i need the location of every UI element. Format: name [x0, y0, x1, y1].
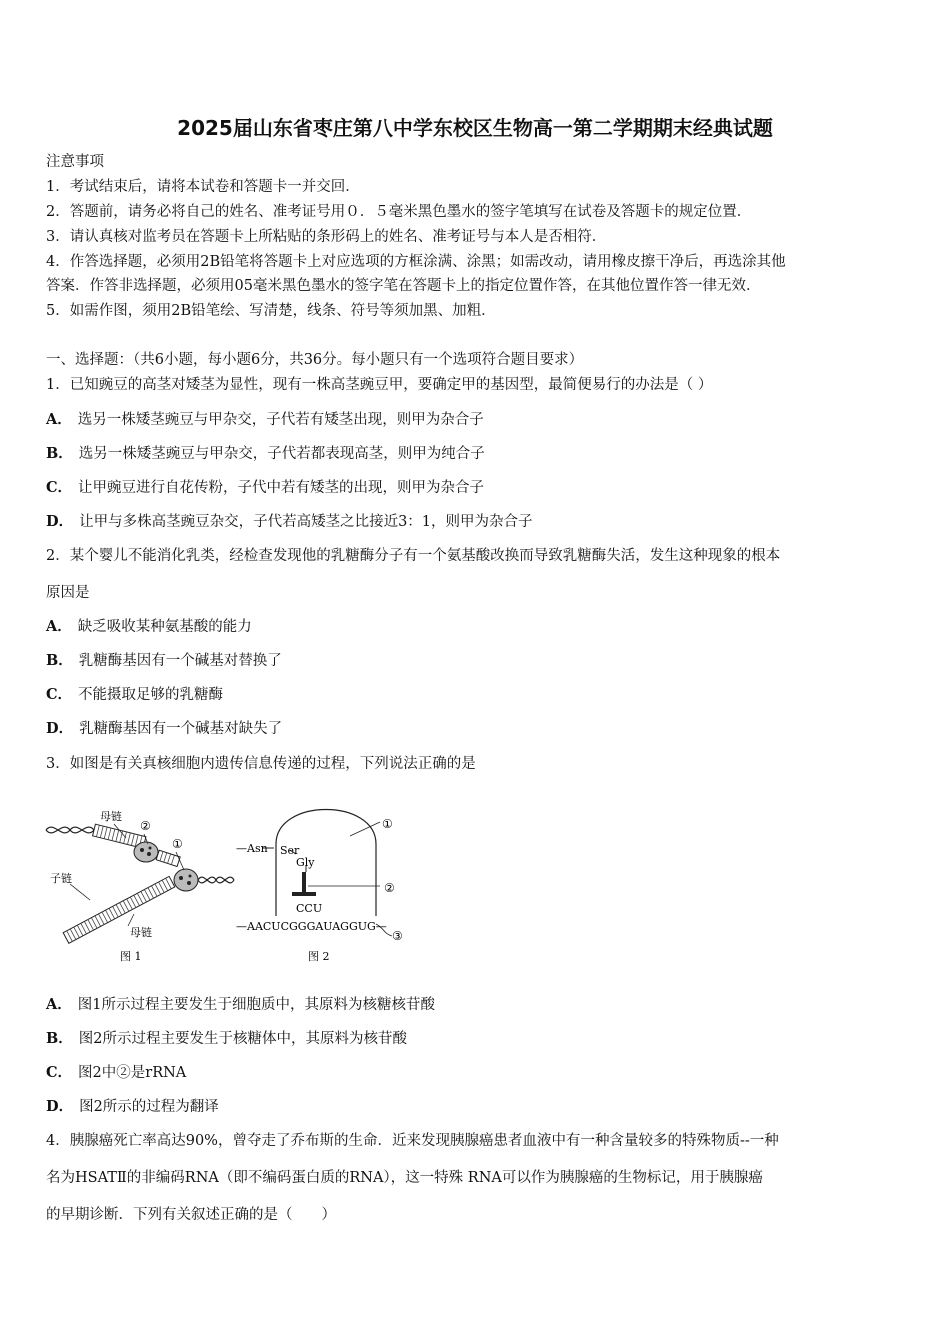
notice-item: 答案．作答非选择题，必须用05毫米黑色墨水的签字笔在答题卡上的指定位置作答，在其他位置作答一律无效．: [46, 278, 761, 294]
question-3-option-a[interactable]: [46, 995, 435, 1015]
option-label: D．: [46, 720, 74, 737]
option-label: C．: [46, 479, 73, 496]
question-3-stem: 3．如图是有关真核细胞内遗传信息传递的过程，下列说法正确的是: [46, 756, 476, 772]
option-label: D．: [46, 1098, 74, 1115]
mark-1: ①: [172, 837, 183, 851]
mother-strand-bottom: [63, 876, 175, 943]
notice-item: 3．请认真核对监考员在答题卡上所粘贴的条形码上的姓名、准考证号与本人是否相符．: [46, 229, 607, 245]
mrna-sequence: —AACUCGGGAUAGGUG—: [236, 920, 387, 933]
question-4-stem-cont: 名为HSATⅡ的非编码RNA（即不编码蛋白质的RNA），这一特殊 RNA可以作为胰腺癌的生物标记，用于胰腺癌: [46, 1170, 763, 1186]
enzyme-2-blob: [134, 842, 158, 862]
notice-item: 4．作答选择题，必须用2B铅笔将答题卡上对应选项的方框涂满、涂黑；如需改动，请用橡皮擦干净后，再选涂其他: [46, 254, 786, 270]
option-label: D．: [46, 513, 74, 530]
notice-heading: 注意事项: [46, 154, 104, 170]
notice-item: 2．答题前，请务必将自己的姓名、准考证号用０．５毫米黑色墨水的签字笔填写在试卷及答题卡的规定位置．: [46, 204, 752, 220]
figure-1-caption: 图 1: [120, 950, 142, 963]
mark-1: ①: [382, 817, 393, 831]
notice-item: 5．如需作图，须用2B铅笔绘、写清楚，线条、符号等须加黑、加粗．: [46, 303, 496, 319]
mark-2: ②: [140, 819, 151, 833]
label-child-strand: 子链: [50, 872, 72, 885]
question-2-option-d[interactable]: [46, 719, 282, 739]
question-2-stem-cont: 原因是: [46, 585, 90, 601]
question-1-option-a[interactable]: [46, 410, 484, 430]
option-text: 选另一株矮茎豌豆与甲杂交，子代若都表现高茎，则甲为纯合子: [78, 446, 485, 462]
mark-3: ③: [392, 929, 403, 943]
question-1-option-c[interactable]: [46, 478, 484, 498]
option-label: A．: [46, 996, 72, 1013]
option-label: B．: [46, 445, 73, 462]
notice-item: 1．考试结束后，请将本试卷和答题卡一并交回．: [46, 179, 360, 195]
option-text: 图2所示过程主要发生于核糖体中，其原料为核苷酸: [78, 1031, 407, 1047]
section-header: 一、选择题：（共6小题，每小题6分，共36分。每小题只有一个选项符合题目要求）: [46, 352, 584, 368]
page-title: 2025届山东省枣庄第八中学东校区生物高一第二学期期末经典试题: [177, 116, 773, 140]
option-label: A．: [46, 618, 72, 635]
figure-1-replication: [46, 809, 234, 963]
label-mother-strand-top: 母链: [100, 810, 122, 823]
option-label: B．: [46, 652, 73, 669]
question-3-figure: [40, 788, 420, 968]
option-text: 图1所示过程主要发生于细胞质中，其原料为核糖核苷酸: [77, 997, 435, 1013]
anticodon-label: CCU: [296, 902, 323, 915]
option-label: A．: [46, 411, 72, 428]
option-label: B．: [46, 1030, 73, 1047]
option-text: 让甲豌豆进行自花传粉，子代中若有矮茎的出现，则甲为杂合子: [78, 480, 485, 496]
option-label: C．: [46, 686, 73, 703]
question-2-stem: 2．某个婴儿不能消化乳类，经检查发现他的乳糖酶分子有一个氨基酸改换而导致乳糖酶失活，发生这种现象的根本: [46, 548, 781, 564]
question-3-option-c[interactable]: [46, 1063, 186, 1083]
question-2-option-a[interactable]: [46, 617, 252, 637]
option-text: 选另一株矮茎豌豆与甲杂交，子代若有矮茎出现，则甲为杂合子: [77, 412, 484, 428]
question-1-option-b[interactable]: [46, 444, 485, 464]
question-3-option-b[interactable]: [46, 1029, 407, 1049]
amino-acid-gly: Gly: [296, 856, 315, 869]
option-text: 不能摄取足够的乳糖酶: [78, 687, 224, 703]
figure-2-translation: [236, 810, 403, 964]
amino-acid-ser: Ser: [280, 844, 300, 857]
question-1-stem: 1．已知豌豆的高茎对矮茎为显性，现有一株高茎豌豆甲，要确定甲的基因型，最简便易行的办法是（ ）: [46, 377, 713, 393]
trna-stem: [302, 872, 306, 894]
option-text: 乳糖酶基因有一个碱基对缺失了: [79, 721, 283, 737]
label-mother-strand-bottom: 母链: [130, 926, 152, 939]
option-text: 图2所示的过程为翻译: [79, 1099, 219, 1115]
question-4-stem-cont: 的早期诊断．下列有关叙述正确的是（ ）: [46, 1207, 336, 1223]
question-2-option-c[interactable]: [46, 685, 223, 705]
ribosome-outline: [276, 810, 376, 917]
amino-acid-asn: —Asn: [236, 842, 268, 855]
option-label: C．: [46, 1064, 73, 1081]
option-text: 乳糖酶基因有一个碱基对替换了: [78, 653, 282, 669]
question-4-stem: 4．胰腺癌死亡率高达90%，曾夺走了乔布斯的生命．近来发现胰腺癌患者血液中有一种含量较多的特殊物质--一种: [46, 1133, 779, 1149]
figure-2-caption: 图 2: [308, 950, 330, 963]
option-text: 图2中②是rRNA: [78, 1065, 187, 1081]
question-3-option-d[interactable]: [46, 1097, 219, 1117]
figure-svg: [40, 788, 420, 968]
enzyme-1-blob: [174, 869, 198, 891]
mark-2: ②: [384, 881, 395, 895]
question-2-option-b[interactable]: [46, 651, 282, 671]
trna-anticodon-bar: [292, 892, 316, 896]
option-text: 缺乏吸收某种氨基酸的能力: [77, 619, 252, 635]
option-text: 让甲与多株高茎豌豆杂交，子代若高矮茎之比接近3：1，则甲为杂合子: [79, 514, 533, 530]
question-1-option-d[interactable]: [46, 512, 533, 532]
